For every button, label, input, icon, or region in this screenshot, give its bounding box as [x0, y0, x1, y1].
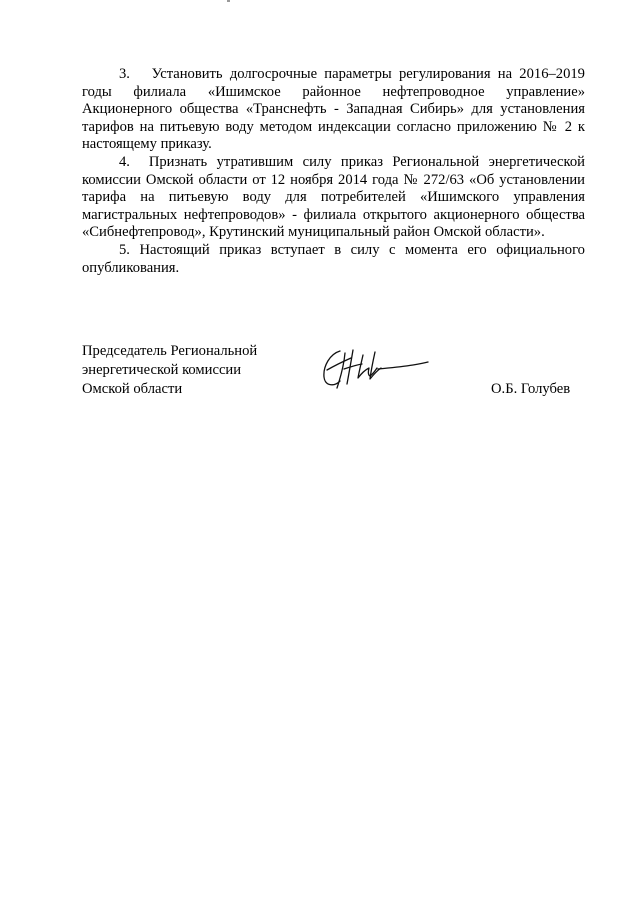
signatory-position	[82, 342, 312, 399]
position-line: Председатель Региональной	[82, 343, 258, 359]
paragraph-number: 4.	[119, 153, 130, 170]
scan-mark	[227, 0, 230, 2]
position-line: энергетической комиссии	[82, 362, 242, 378]
paragraph-3	[82, 66, 585, 154]
document-body	[82, 66, 585, 277]
paragraph-text: Настоящий приказ вступает в силу с момента его официального опубликования.	[82, 241, 585, 276]
paragraph-text: Установить долгосрочные параметры регулирования на 2016–2019 годы филиала «Ишимское районное нефтепроводное управление» Акционерного общества «Транснефть - Западная Сибирь» для установления тарифов на питьевую воду методом индексации согласно приложению № 2 к настоящему приказу.	[82, 66, 585, 153]
paragraph-number: 3.	[119, 66, 130, 82]
paragraph-4	[82, 154, 585, 242]
paragraph-number: 5.	[119, 241, 130, 258]
paragraph-text: Признать утратившим силу приказ Региональной энергетической комиссии Омской области от 12 ноября 2014 года № 272/63 «Об установлении тарифа на питьевую воду для потребителей «Ишимского управления магистральных нефтепроводов» - филиала открытого акционерного общества «Сибнефтепровод», Крутинский муниципальный район Омской области».	[82, 153, 585, 241]
paragraph-5	[82, 242, 585, 277]
position-line: Омской области	[82, 381, 183, 397]
signer-name: О.Б. Голубев	[491, 381, 571, 397]
handwritten-signature	[318, 344, 430, 390]
